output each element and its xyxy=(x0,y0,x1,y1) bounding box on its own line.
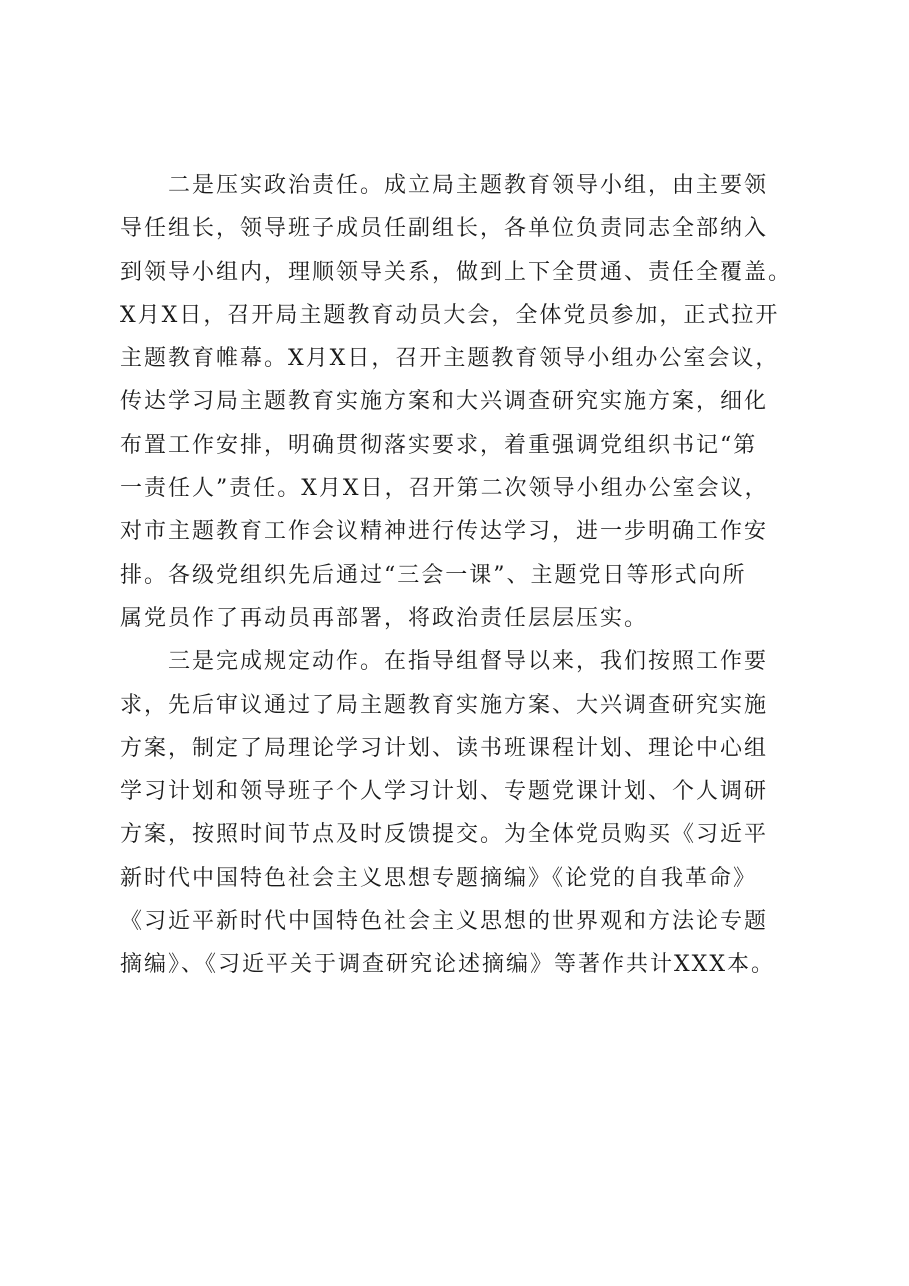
paragraph-line: 求，先后审议通过了局主题教育实施方案、大兴调查研究实施 xyxy=(120,692,769,718)
paragraph-line: 方案，制定了局理论学习计划、读书班课程计划、理论中心组 xyxy=(120,735,769,761)
paragraph-line: 导任组长，领导班子成员任副组长，各单位负责同志全部纳入 xyxy=(120,216,769,242)
paragraph-line: 布置工作安排，明确贯彻落实要求，着重强调党组织书记“第 xyxy=(120,432,758,458)
paragraph-line: 《习近平新时代中国特色社会主义思想的世界观和方法论专题 xyxy=(120,909,769,935)
paragraph-line: 三是完成规定动作。在指导组督导以来，我们按照工作要 xyxy=(168,649,769,675)
paragraph-line: 一责任人”责任。X月X日，召开第二次领导小组办公室会议， xyxy=(120,476,769,502)
paragraph-line: 对市主题教育工作会议精神进行传达学习，进一步明确工作安 xyxy=(120,519,769,545)
paragraph-line: 排。各级党组织先后通过“三会一课”、主题党日等形式向所 xyxy=(120,562,747,588)
paragraph-line: X月X日，召开局主题教育动员大会，全体党员参加，正式拉开 xyxy=(120,302,780,328)
paragraph-line: 二是压实政治责任。成立局主题教育领导小组，由主要领 xyxy=(168,173,769,198)
paragraph-line: 到领导小组内，理顺领导关系，做到上下全贯通、责任全覆盖。 xyxy=(120,259,793,285)
paragraph-line: 摘编》、《习近平关于调查研究论述摘编》等著作共计XXX本。 xyxy=(120,952,775,978)
paragraph-line: 学习计划和领导班子个人学习计划、专题党课计划、个人调研 xyxy=(120,779,769,805)
paragraph-line: 属党员作了再动员再部署，将政治责任层层压实。 xyxy=(120,605,649,631)
document-body xyxy=(120,164,810,987)
paragraph-line: 传达学习局主题教育实施方案和大兴调查研究实施方案，细化 xyxy=(120,389,769,415)
paragraph-line: 主题教育帷幕。X月X日，召开主题教育领导小组办公室会议， xyxy=(120,346,780,372)
paragraph-political-responsibility xyxy=(120,164,810,640)
paragraph-line: 方案，按照时间节点及时反馈提交。为全体党员购买《习近平 xyxy=(120,822,769,848)
paragraph-required-actions xyxy=(120,640,810,986)
paragraph-line: 新时代中国特色社会主义思想专题摘编》《论党的自我革命》 xyxy=(120,865,758,891)
